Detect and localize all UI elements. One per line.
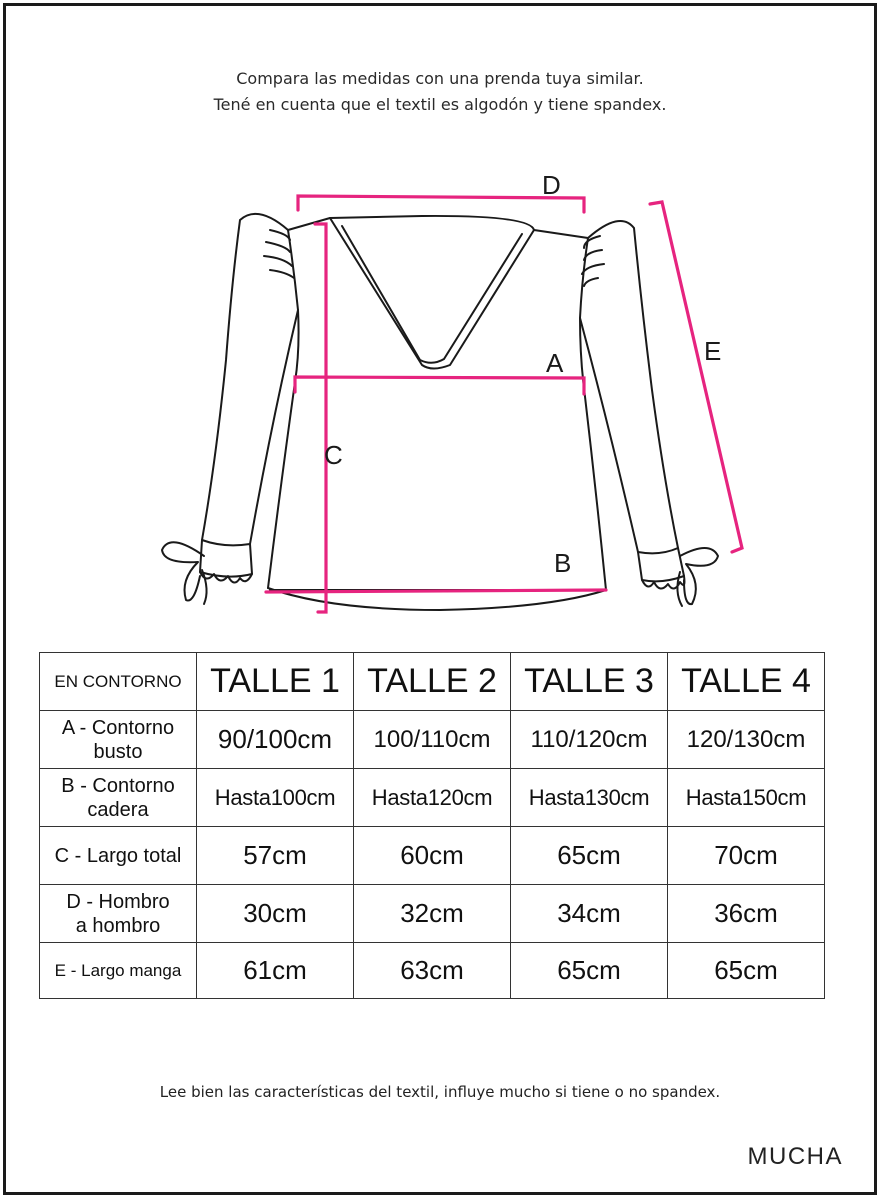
table-cell: 70cm — [668, 827, 825, 885]
table-cell: Hasta120cm — [354, 769, 511, 827]
table-row — [40, 711, 825, 769]
row-label-b-line-2: cadera — [87, 798, 149, 821]
neckline-outer — [330, 216, 534, 369]
label-d: D — [542, 170, 561, 200]
row-label-c — [40, 827, 197, 885]
measure-line-e — [650, 202, 742, 552]
column-talle-4: TALLE 4 — [668, 653, 825, 711]
table-row — [40, 885, 825, 943]
measure-line-c — [315, 224, 326, 612]
label-a: A — [546, 348, 564, 378]
table-cell: Hasta100cm — [197, 769, 354, 827]
intro-line-1: Compara las medidas con una prenda tuya similar. — [236, 69, 644, 88]
table-header-row — [40, 653, 825, 711]
row-label-c-line-1: C - Largo total — [54, 844, 182, 867]
label-c: C — [324, 440, 343, 470]
table-cell: 65cm — [668, 943, 825, 999]
right-cuff — [638, 548, 684, 581]
table-cell: 63cm — [354, 943, 511, 999]
garment-diagram — [140, 160, 760, 630]
row-label-b — [40, 769, 197, 827]
label-b: B — [554, 548, 572, 578]
row-label-d-line-2: a hombro — [75, 914, 161, 937]
table-row — [40, 943, 825, 999]
row-label-d-line-1: D - Hombro — [66, 890, 170, 913]
table-cell: 61cm — [197, 943, 354, 999]
size-table — [39, 652, 825, 999]
body-left-side — [268, 382, 295, 588]
left-sleeve-inner — [250, 310, 298, 544]
intro-line-2: Tené en cuenta que el textil es algodón y tiene spandex. — [213, 95, 667, 114]
column-talle-3: TALLE 3 — [511, 653, 668, 711]
label-e: E — [704, 336, 722, 366]
table-cell: 90/100cm — [197, 711, 354, 769]
row-label-a — [40, 711, 197, 769]
table-cell: 65cm — [511, 827, 668, 885]
blouse-illustration — [140, 160, 760, 630]
table-row — [40, 827, 825, 885]
body-right-side — [584, 388, 606, 590]
table-cell: 32cm — [354, 885, 511, 943]
table-cell: 57cm — [197, 827, 354, 885]
left-shoulder — [288, 218, 330, 382]
intro-text — [0, 66, 880, 118]
table-cell: 30cm — [197, 885, 354, 943]
footer-note: Lee bien las características del textil, influye mucho si tiene o no spandex. — [159, 1083, 721, 1101]
row-label-b-line-1: B - Contorno — [61, 774, 175, 797]
brand-logo: MUCHA — [747, 1143, 843, 1170]
row-label-a-line-2: busto — [93, 740, 143, 763]
measure-line-a — [295, 377, 584, 394]
column-talle-2: TALLE 2 — [354, 653, 511, 711]
left-cuff — [200, 540, 252, 577]
right-sleeve-outer — [588, 221, 678, 548]
table-corner: EN CONTORNO — [40, 653, 197, 711]
column-talle-1: TALLE 1 — [197, 653, 354, 711]
row-label-e-line-1: E - Largo manga — [54, 960, 182, 980]
row-label-e — [40, 943, 197, 999]
table-cell: 65cm — [511, 943, 668, 999]
row-label-a-line-1: A - Contorno — [61, 716, 175, 739]
left-sleeve-outer — [202, 214, 288, 540]
table-cell: 36cm — [668, 885, 825, 943]
table-cell: 110/120cm — [511, 711, 668, 769]
table-cell: 60cm — [354, 827, 511, 885]
row-label-d — [40, 885, 197, 943]
measure-line-b — [266, 590, 606, 592]
table-cell: Hasta130cm — [511, 769, 668, 827]
table-cell: 120/130cm — [668, 711, 825, 769]
table-cell: 34cm — [511, 885, 668, 943]
table-row — [40, 769, 825, 827]
table-cell: Hasta150cm — [668, 769, 825, 827]
table-cell: 100/110cm — [354, 711, 511, 769]
